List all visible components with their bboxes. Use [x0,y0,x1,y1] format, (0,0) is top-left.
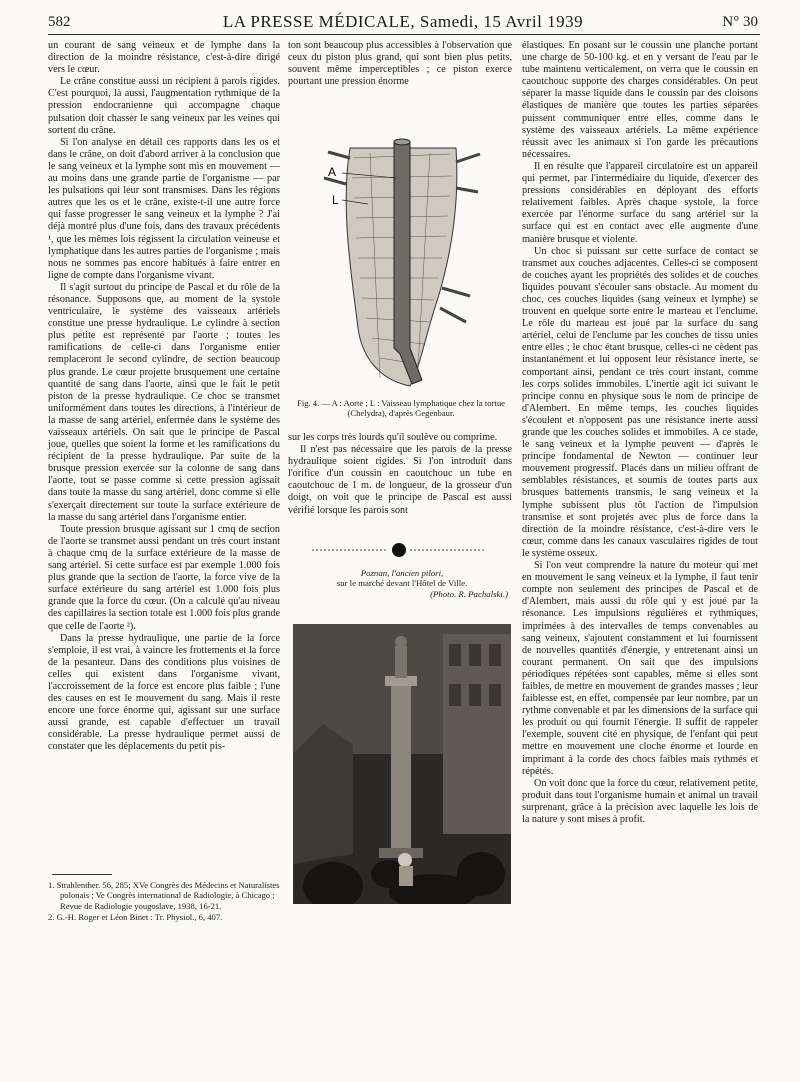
anatomical-figure [310,118,496,394]
issue-number: N° 30 [722,14,758,30]
figure-label-a: A [328,165,337,179]
paragraph: Il en résulte que l'appareil circulatoire est un appareil qui permet, par l'intermédiaire du liquide, d'exercer des pressions considérables en déployant des efforts relativement faibles. Après chaque systole, la force exercée par l'énorme surface du sang artériel sur la surface qui est en contact avec elle augmente d'une manière brusque et violente. [522,160,758,245]
paragraph: Un choc si puissant sur cette surface de contact se transmet aux couches adjacentes. Celles-ci se composent de couches ayant les propriétés des solides et de couches liquides pouvant s'écouler sans obstacle. Au moment du choc, ces couches liquides (sang veineux et lymphe) se trouvent en quelque sorte entre le marteau et l'enclume. Le rôle du marteau est joué par la surface du sang artériel, celui de l'enclume par les couches de tissu unies entre elles ; le choc étant brusque, celles-ci ne cèdent pas instantanément et lui opposent leur résistance inerte, se comportant ainsi, pendant ce très court instant, comme les corps solides immobiles. L'inertie agit ici suivant le principe connu en physique sous le nom de principe de d'Alembert. En même temps, les couches liquides s'écoulent et n'opposent pas une résistance inerte aussi grande que les couches solides et immobiles. A ce stade, le sang veineux et la lymphe peuvent — d'après le principe fondamental de Newton — continuer leur mouvement progressif. Placés dans un milieu offrant de semblables résistances, et soumis de toutes parts aux brusques battements transmis, le sang veineux et la lymphe subissent plus tôt l'action de l'impulsion transmise et sont projetés avec plus de force dans la direction de la moindre résistance, c'est-à-dire vers le cœur, comme dans les canaux vasculaires rigides de tout le système osseux. [522,245,758,559]
footnote: 2. G.-H. Roger et Léon Binet : Tr. Physiol., 6, 407. [48,912,223,923]
paragraph: Il n'est pas nécessaire que les parois de la presse hydraulique soient rigides. Si l'on introduit dans l'orifice d'un coussin en caoutchouc un tube en caoutchouc de 1 m. de longueur, de la grosseur d'un doigt, on voit que le principe de Pascal est aussi vérifié lorsque les parois sont [288,444,512,516]
paragraph: On voit donc que la force du cœur, relativement petite, produit dans tout l'organisme humain et animal un travail surprenant, grâce à la précision avec laquelle les lois de la nature y sont mises à profit. [522,777,758,825]
paragraph: Toute pression brusque agissant sur 1 cmq de section de l'aorte se transmet aussi pendant un très court instant à chaque cmq de la surface extérieure de la masse de sang artériel. Si cette surface est par exemple 1.000 fois plus grande que la section de l'aorte, la force vive de la surface extérieure du sang artériel est 1.000 fois plus grande que la force du cœur. (On a calculé qu'au niveau des capillaires la section totale est 1.000 fois plus grande que celle de l'aorte ²). [48,523,280,632]
paragraph: sur les corps très lourds qu'il soulève ou comprime. [288,432,498,443]
column-2-bottom [288,432,512,517]
footnote: 1. Strahlenther. 56, 285; XVe Congrès des Médecins et Naturalistes polonais ; Ve Congrès international de Radiologie, à Chicago ; Revue de Radiologie yougoslave, 1938, 16-21. [48,880,280,911]
pillory-photograph [293,624,511,904]
ornament-divider [292,540,506,560]
running-header [48,12,758,34]
paragraph: Il s'agit surtout du principe de Pascal et du rôle de la résonance. Supposons que, au moment de la systole ventriculaire, le système des vaisseaux artériels constitue une presse hydraulique. Le cylindre à section plus petite est représenté par l'aorte ; toutes les ramifications de celle-ci dans l'organisme entier remplaceront le second cylindre, de section beaucoup plus grande. Le cœur projette brusquement une certaine quantité de sang dans l'aorte, ainsi que le fait le petit piston de la presse hydraulique. Ce choc se transmet uniformément dans toutes les directions, à l'intérieur de la masse de sang artériel, enfermée dans le système des vaisseaux artériels. On sait que le principe de Pascal joue, quelles que soient la forme et les ramifications du récipient de la presse hydraulique. Par suite de la brusque pression exercée sur la colonne de sang dans l'aorte, tout se passe comme si cette pression agissait dans toute la masse du sang artériel, donc comme si elle s'exerçait directement sur toute la surface extérieure de la masse du sang artériel dans l'organisme entier. [48,281,280,523]
page-number: 582 [48,14,71,30]
column-1 [48,40,280,754]
paragraph: Dans la presse hydraulique, une partie de la force s'emploie, il est vrai, à vaincre les frottements et la force de la pesanteur. Dans des conditions plus voisines de celles qui existent dans l'organisme vivant, l'accroissement de la force est encore plus faible ; l'une des causes en est le mouvement du sang. Mais il reste encore une force énorme qui, agissant sur une surface aussi grande, est capable d'effectuer un travail considérable. La presse hydraulique permet aussi de constater que les déplacements du petit pis- [48,632,280,753]
paragraph: élastiques. En posant sur le coussin une planche portant une charge de 50-100 kg. et en y versant de l'eau par le tube maintenu verticalement, on verra que le coussin en caoutchouc supporte des charges considérables. On peut séparer la masse liquide dans le coussin par des cloisons élastiques de manière que toutes les parties séparées puissent communiquer entre elles, comme dans le système des vaisseaux artériels. La même expérience réussit avec les animaux si l'on garde les précautions nécessaires. [522,40,758,160]
header-rule [48,34,760,35]
column-2-top [288,40,512,88]
photo-caption-line: sur le marché devant l'Hôtel de Ville. [336,578,468,589]
paragraph: Si l'on analyse en détail ces rapports dans les os et dans le crâne, on doit d'abord arriver à la conclusion que le sang veineux et la lymphe sont mis en mouvement — au moins dans une grande partie de l'organisme — par les pulsations qui leur sont transmises. Dans les régions autres que les os et le crâne, existe-t-il une autre force qui fasse progresser le sang veineux et la lymphe ? J'ai déjà montré plus d'une fois, dans des travaux précédents ¹, que les mêmes lois régissent la circulation veineuse et lymphatique dans les autres parties de l'organisme ; mais nous ne sommes pas encore habitués à faire entrer en ligne de compte dans l'organisme vivant. [48,136,280,281]
figure-label-l: L [332,193,339,207]
photo-caption-credit: (Photo. R. Pachalski.) [430,588,508,599]
column-3 [522,40,758,826]
paragraph: Si l'on veut comprendre la nature du moteur qui met en mouvement le sang veineux et la lymphe, il faut tenir compte non seulement des principes de Pascal et de d'Alembert, mais aussi du rôle qui y est joué par la résonance. Les impulsions régulières et rythmiques, imprimées à des intervalles de temps convenables au sang veineux, s'ajoutent constamment et lui fournissent de nouvelles quantités d'énergie, y entretenant ainsi un courant permanent. On sait que des impulsions périodiques répétées sont capables, même si elles sont faibles, de mettre en mouvement de grandes masses ; leur faiblesse est, en effet, compensée par leur nombre, par un rythme convenable et par les dimensions de la surface qui les produit ou qui fournit l'énergie. Il suffit de rappeler l'exemple, souvent cité en physique, de l'enfant qui peut mettre en mouvement une cloche énorme et lourde en imprimant à la corde des chocs faibles mais rythmés et répétés. [522,560,758,777]
journal-title: LA PRESSE MÉDICALE, Samedi, 15 Avril 1939 [222,12,584,31]
paragraph: ton sont beaucoup plus accessibles à l'observation que ceux du piston plus grand, qui sont bien plus petits, souvent même imperceptibles ; ce piston exerce pourtant une pression énorme [288,40,512,88]
paragraph: un courant de sang veineux et de lymphe dans la direction de la moindre résistance, c'est-à-dire dirigé vers le cœur. [48,40,280,76]
footnotes [48,880,280,924]
footnote-rule [52,874,112,875]
paragraph: Le crâne constitue aussi un récipient à parois rigides. C'est pourquoi, là aussi, l'augmentation rythmique de la pression endocranienne qui accompagne chaque pulsation doit chasser le sang veineux par les veines qui sortent du crâne. [48,76,280,136]
figure-caption: Fig. 4. — A : Aorte ; L : Vaisseau lymphatique chez la tortue (Chelydra), d'après Gegenbaur. [297,398,505,418]
photo-caption [296,568,508,599]
photo-caption-line: Poznan, l'ancien pilori, [360,568,444,578]
